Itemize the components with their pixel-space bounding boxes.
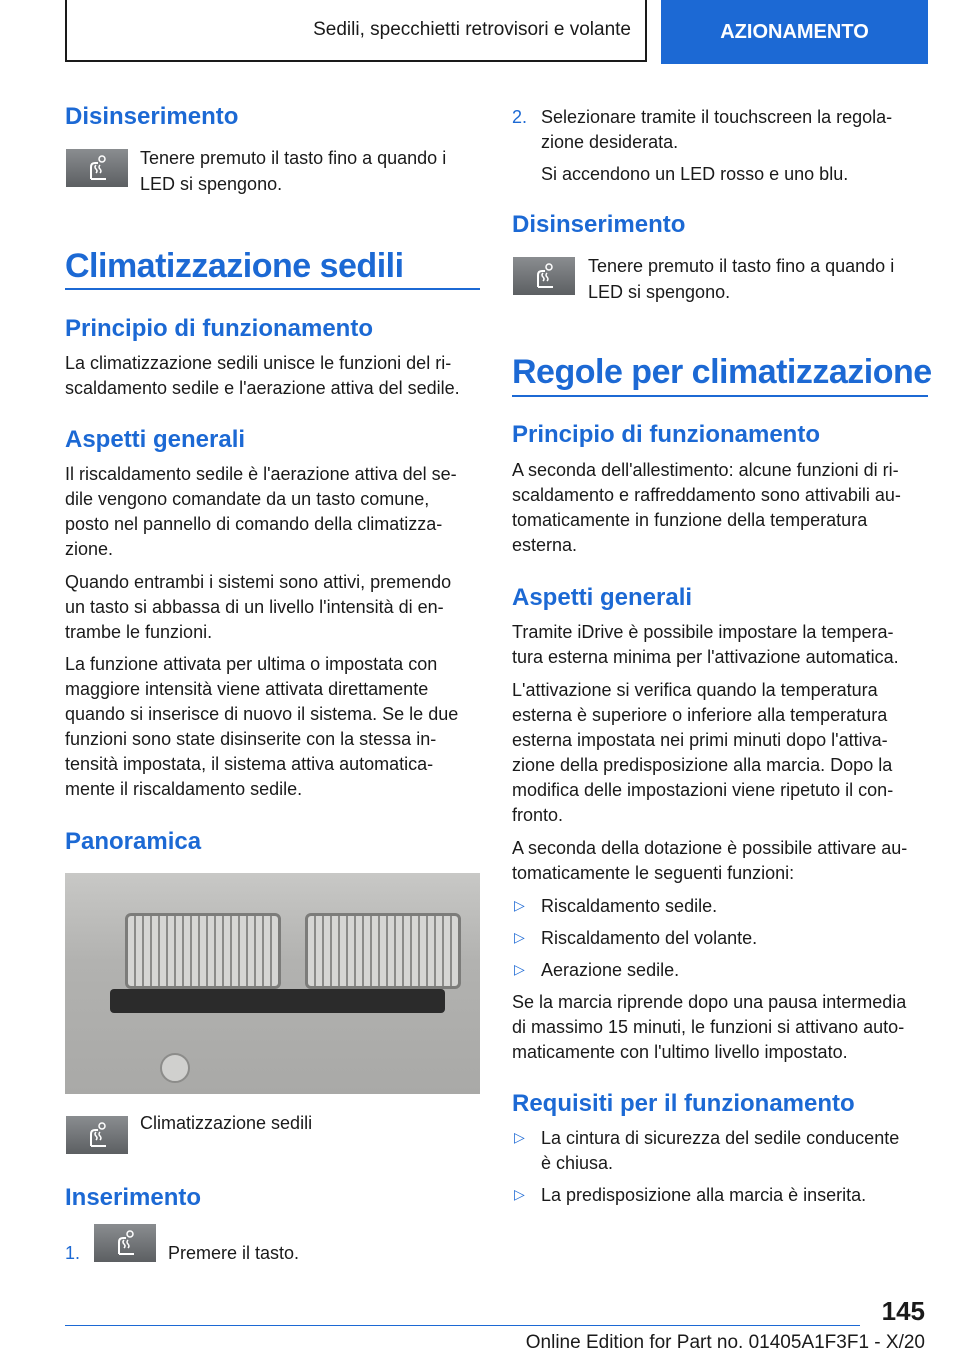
bullet-marker: ▷: [514, 1186, 525, 1202]
right-principio-heading: Principio di funzionamento: [512, 421, 820, 448]
seat-climate-step-icon: [94, 1224, 156, 1262]
regole-climatizzazione-title: Regole per climatizzazione: [512, 353, 932, 391]
seat-climate-caption-glyph: [82, 1120, 112, 1150]
inserimento-heading: Inserimento: [65, 1184, 202, 1211]
right-disinserimento-text: Tenere premuto il tasto fino a quando i LED si spengono.: [588, 256, 895, 302]
page-header: [65, 0, 928, 64]
list-item: La cintura di sicurezza del sedile conducente è chiusa.: [541, 1128, 900, 1173]
left-disinserimento-line2: LED si spengono.: [140, 174, 283, 194]
right-disinserimento-heading: Disinserimento: [512, 211, 686, 238]
left-vent: [125, 913, 281, 989]
step1-text: Premere il tasto.: [168, 1243, 300, 1263]
list-item: La predisposizione alla marcia è inserita.: [541, 1185, 867, 1205]
right-principio-text: A seconda dell'allestimento: alcune funzioni di ri- scaldamento e raffreddamento sono attivabili au- tomaticamente in funzione della temperatura esterna.: [512, 460, 901, 555]
list-item: Aerazione sedile.: [541, 960, 680, 980]
volume-knob: [160, 1053, 190, 1083]
right-vent: [305, 913, 461, 989]
left-disinserimento-line1: Tenere premuto il tasto fino a quando i: [140, 148, 447, 168]
footer-rule: [65, 1325, 860, 1326]
left-principio-text: La climatizzazione sedili unisce le funzioni del ri- scaldamento sedile e l'aerazione attiva del sedile.: [65, 353, 460, 398]
right-aspetti-p1: Tramite iDrive è possibile impostare la tempera- tura esterna minima per l'attivazione automatica.: [512, 622, 899, 667]
seat-climate-step-glyph: [110, 1228, 140, 1258]
section-title: Sedili, specchietti retrovisori e volante: [65, 0, 647, 62]
left-principio-heading: Principio di funzionamento: [65, 315, 373, 342]
bullet-marker: ▷: [514, 897, 525, 913]
seat-climate-icon-glyph: [82, 153, 112, 183]
step1-number: 1.: [65, 1243, 81, 1263]
left-disinserimento-text: [140, 145, 480, 197]
icon-caption: Climatizzazione sedili: [140, 1113, 313, 1133]
climate-panel-photo: [65, 873, 480, 1094]
left-aspetti-p3: La funzione attivata per ultima o impostata con maggiore intensità viene attivata direttamente quando si inserisce di nuovo il sistema. Se le due funzioni sono state disinserite con la stessa in- tensità impostata, il sistema attiva automatica- mente il riscaldamento sedile.: [65, 654, 459, 799]
seat-climate-caption-icon: [66, 1116, 128, 1154]
requisiti-heading: Requisiti per il funzionamento: [512, 1090, 855, 1117]
panoramica-heading: Panoramica: [65, 828, 202, 855]
right-title-rule: [512, 395, 928, 397]
bullet-marker: ▷: [514, 929, 525, 945]
step2-number: 2.: [512, 107, 528, 127]
list-item: Riscaldamento del volante.: [541, 928, 758, 948]
right-aspetti-p4: Se la marcia riprende dopo una pausa intermedia di massimo 15 minuti, le funzioni si attivano auto- maticamente con l'ultimo livello impostato.: [512, 992, 907, 1062]
step2-text: Selezionare tramite il touchscreen la regola- zione desiderata.: [541, 107, 893, 152]
right-aspetti-p3: A seconda della dotazione è possibile attivare au- tomaticamente le seguenti funzioni:: [512, 838, 908, 883]
left-aspetti-heading: Aspetti generali: [65, 426, 246, 453]
control-panel: [110, 989, 445, 1013]
page-number: 145: [881, 1296, 925, 1326]
chapter-tab: AZIONAMENTO: [661, 0, 928, 64]
right-aspetti-p2: L'attivazione si verifica quando la temperatura esterna è superiore o inferiore alla temperatura esterna impostata nei primi minuti dopo l'attiva- zione della predisposizione alla marcia. Dopo la modifica delle impostazioni viene ripetuto il con- fronto.: [512, 680, 894, 825]
bullet-marker: ▷: [514, 1129, 525, 1145]
edition-footer: Online Edition for Part no. 01405A1F3F1 - X/20: [525, 1332, 925, 1353]
list-item: Riscaldamento sedile.: [541, 896, 718, 916]
left-aspetti-p1: Il riscaldamento sedile è l'aerazione attiva del se- dile vengono comandate da un tasto comune, posto nel pannello di comando della climatizza- zione.: [65, 464, 457, 559]
seat-climate-off-icon: [513, 257, 575, 295]
seat-climate-off-glyph: [529, 261, 559, 291]
seat-climate-icon: [66, 149, 128, 187]
left-aspetti-p2: Quando entrambi i sistemi sono attivi, premendo un tasto si abbassa di un livello l'intensità di en- trambe le funzioni.: [65, 572, 452, 642]
bullet-marker: ▷: [514, 961, 525, 977]
step2-subtext: Si accendono un LED rosso e uno blu.: [541, 164, 849, 184]
right-aspetti-heading: Aspetti generali: [512, 584, 693, 611]
left-disinserimento-heading: Disinserimento: [65, 103, 239, 130]
title-rule: [65, 288, 480, 290]
climatizzazione-sedili-title: Climatizzazione sedili: [65, 247, 404, 285]
